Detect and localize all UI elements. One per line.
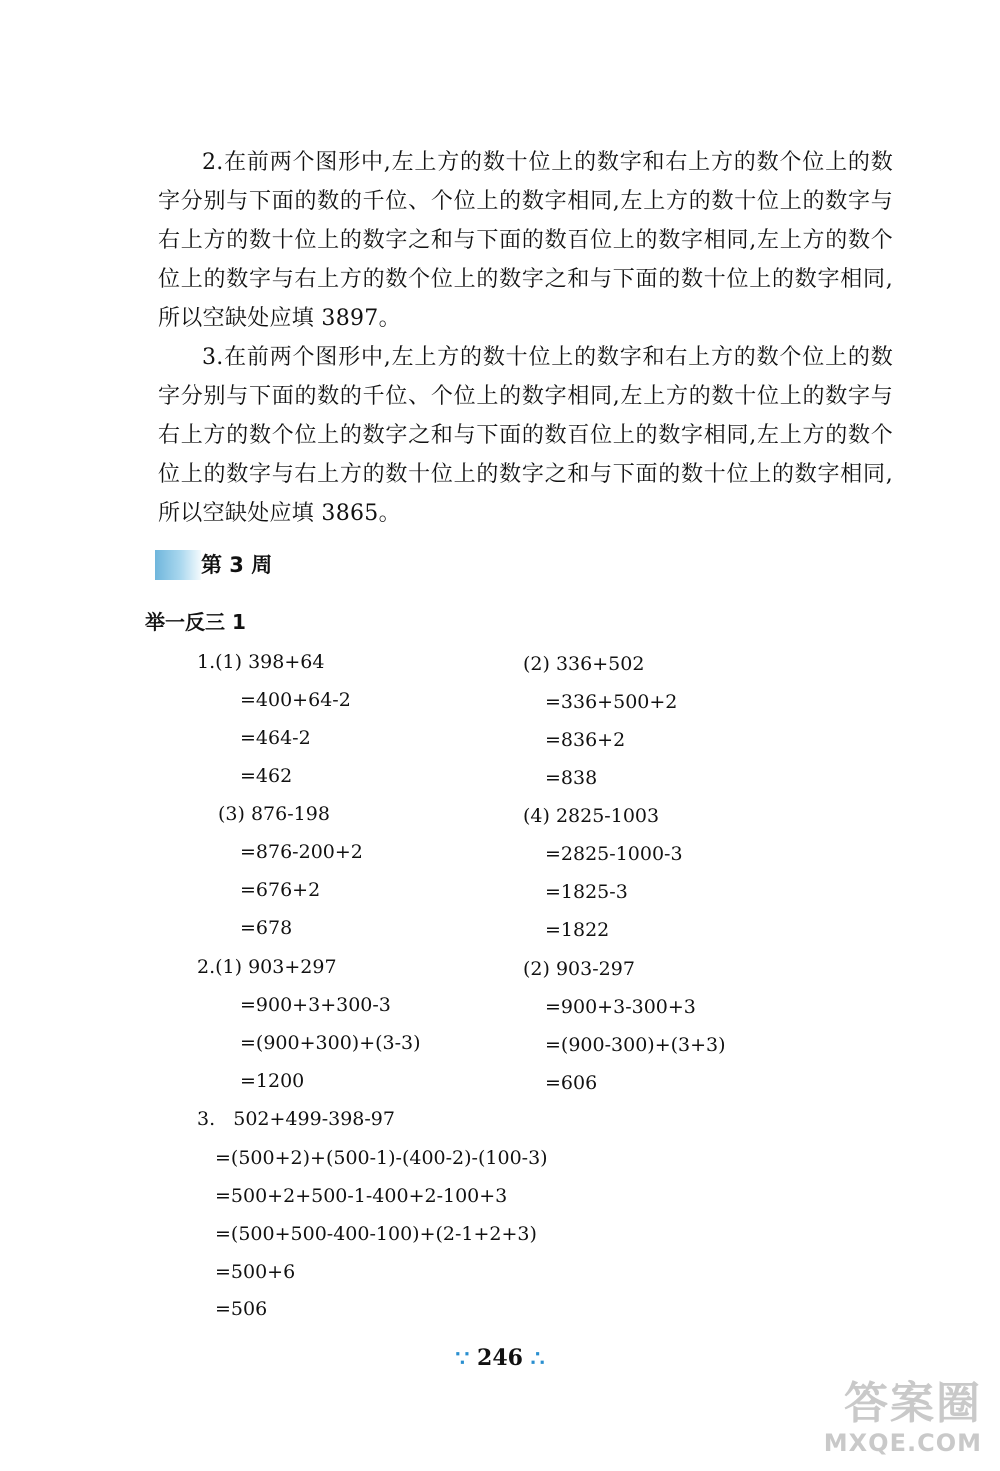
math-line: (4) 2825-1003 xyxy=(523,805,660,827)
math-line: (2) 903-297 xyxy=(523,958,635,980)
paragraph-answer-3: 3.在前两个图形中,左上方的数十位上的数字和右上方的数个位上的数字分别与下面的数的千位、个位上的数字相同,左上方的数十位上的数字与右上方的数个位上的数字之和与下面的数百位上的数字相同,左上方的数个位上的数字与右上方的数十位上的数字之和与下面的数十位上的数字相同,所以空缺处应填 3865。 xyxy=(158,345,893,526)
math-line: =1822 xyxy=(545,919,610,941)
watermark-logo: 答案圈 xyxy=(844,1378,982,1429)
math-line: =(900+300)+(3-3) xyxy=(240,1032,421,1054)
math-line: =2825-1000-3 xyxy=(545,843,683,865)
math-line: =(900-300)+(3+3) xyxy=(545,1034,726,1056)
math-line: =462 xyxy=(240,765,293,787)
math-line: =676+2 xyxy=(240,879,321,901)
week-header-band xyxy=(155,550,201,580)
math-line: =838 xyxy=(545,767,598,789)
page-dots-right-icon: ∴ xyxy=(530,1346,545,1372)
math-line: =900+3-300+3 xyxy=(545,996,696,1018)
math-line: =336+500+2 xyxy=(545,691,678,713)
week-title: 第 3 周 xyxy=(201,553,273,577)
page-number-footer xyxy=(0,1342,1000,1375)
math-line: =1825-3 xyxy=(545,881,628,903)
page-dots-left-icon: ∵ xyxy=(455,1346,470,1372)
math-line: =606 xyxy=(545,1072,598,1094)
watermark xyxy=(824,1379,982,1457)
math-line: (2) 336+502 xyxy=(523,653,645,675)
math-line: =464-2 xyxy=(240,727,311,749)
math-line: 3. 502+499-398-97 xyxy=(197,1108,395,1130)
math-line: =506 xyxy=(215,1298,268,1320)
section-title: 举一反三 1 xyxy=(145,610,246,634)
math-line: =836+2 xyxy=(545,729,626,751)
math-line: 1.(1) 398+64 xyxy=(197,651,325,673)
watermark-url: MXQE.COM xyxy=(823,1429,982,1457)
math-line: =876-200+2 xyxy=(240,841,363,863)
math-line: 2.(1) 903+297 xyxy=(197,956,337,978)
math-line: =400+64-2 xyxy=(240,689,351,711)
week-header xyxy=(155,548,295,582)
math-line: =900+3+300-3 xyxy=(240,994,391,1016)
math-line: =(500+2)+(500-1)-(400-2)-(100-3) xyxy=(215,1147,548,1169)
math-line: =500+2+500-1-400+2-100+3 xyxy=(215,1185,508,1207)
math-line: =678 xyxy=(240,917,293,939)
paragraph-answer-2: 2.在前两个图形中,左上方的数十位上的数字和右上方的数个位上的数字分别与下面的数的千位、个位上的数字相同,左上方的数十位上的数字与右上方的数十位上的数字之和与下面的数百位上的数字相同,左上方的数个位上的数字与右上方的数个位上的数字之和与下面的数十位上的数字相同,所以空缺处应填 3897。 xyxy=(158,150,893,331)
page-number: 246 xyxy=(477,1345,523,1371)
math-line: =1200 xyxy=(240,1070,305,1092)
math-line: (3) 876-198 xyxy=(218,803,330,825)
math-line: =500+6 xyxy=(215,1261,296,1283)
math-line: =(500+500-400-100)+(2-1+2+3) xyxy=(215,1223,537,1245)
